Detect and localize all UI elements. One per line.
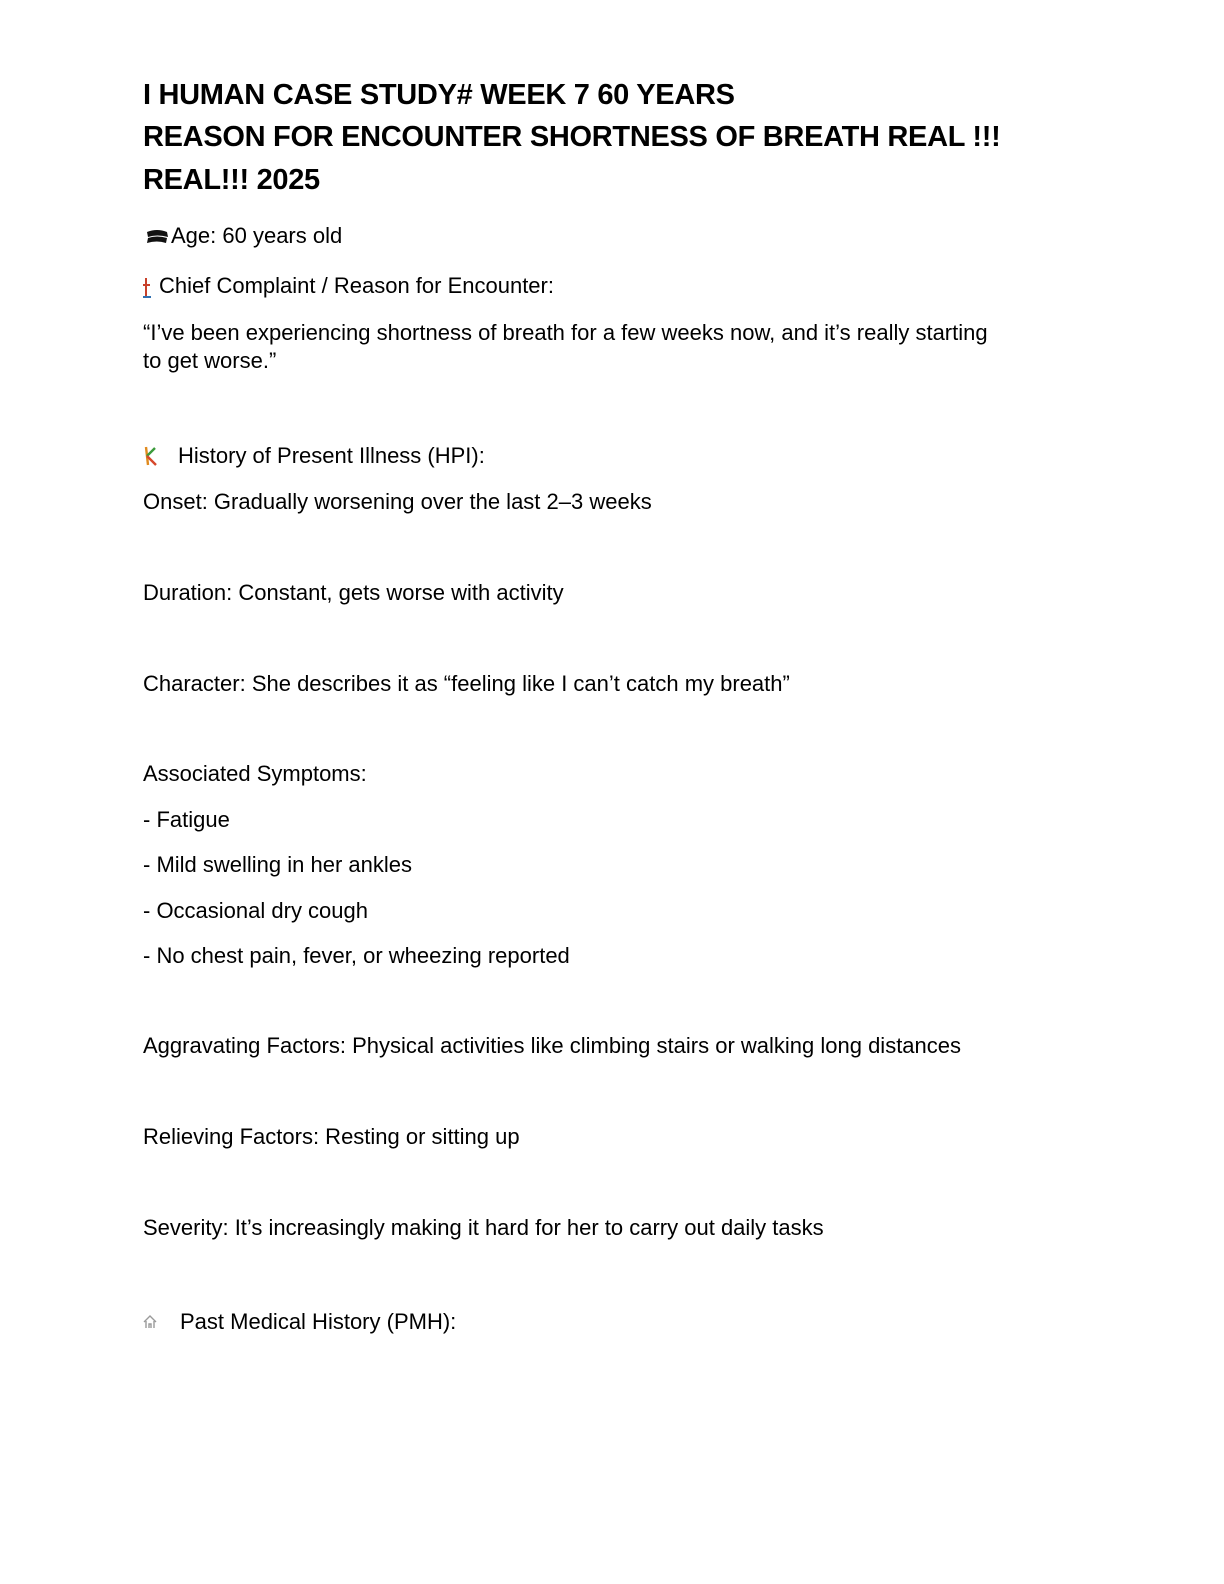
duration-line: Duration: Constant, gets worse with activity	[143, 580, 564, 605]
aggravating-factors-line: Aggravating Factors: Physical activities like climbing stairs or walking long distances	[143, 1033, 962, 1058]
chief-complaint-heading: Chief Complaint / Reason for Encounter:	[159, 273, 554, 298]
lungs-icon	[145, 229, 169, 245]
chief-complaint-quote-line-1: “I’ve been experiencing shortness of breath for a few weeks now, and it’s really starting	[143, 320, 988, 345]
symptom-list-item: - No chest pain, fever, or wheezing reported	[143, 943, 570, 968]
house-icon	[143, 1315, 157, 1329]
chief-complaint-quote-line-2: to get worse.”	[143, 348, 277, 373]
symptom-list-item: - Occasional dry cough	[143, 898, 368, 923]
document-title-line-2: REASON FOR ENCOUNTER SHORTNESS OF BREATH REAL !!!	[143, 121, 1001, 153]
symptom-list-item: - Fatigue	[143, 807, 230, 832]
onset-line: Onset: Gradually worsening over the last 2–3 weeks	[143, 489, 652, 514]
pmh-heading: Past Medical History (PMH):	[180, 1309, 457, 1334]
associated-symptoms-heading: Associated Symptoms:	[143, 761, 367, 786]
symptom-list-item: - Mild swelling in her ankles	[143, 852, 412, 877]
document-title-line-1: I HUMAN CASE STUDY# WEEK 7 60 YEARS	[143, 79, 735, 111]
relieving-factors-line: Relieving Factors: Resting or sitting up	[143, 1124, 520, 1149]
hpi-heading: History of Present Illness (HPI):	[178, 443, 485, 468]
document-title-line-3: REAL!!! 2025	[143, 164, 320, 196]
clipboard-icon	[143, 277, 151, 299]
severity-line: Severity: It’s increasingly making it hard for her to carry out daily tasks	[143, 1215, 824, 1240]
character-line: Character: She describes it as “feeling like I can’t catch my breath”	[143, 671, 790, 696]
age-line: Age: 60 years old	[171, 223, 343, 248]
walking-person-icon	[142, 445, 158, 467]
